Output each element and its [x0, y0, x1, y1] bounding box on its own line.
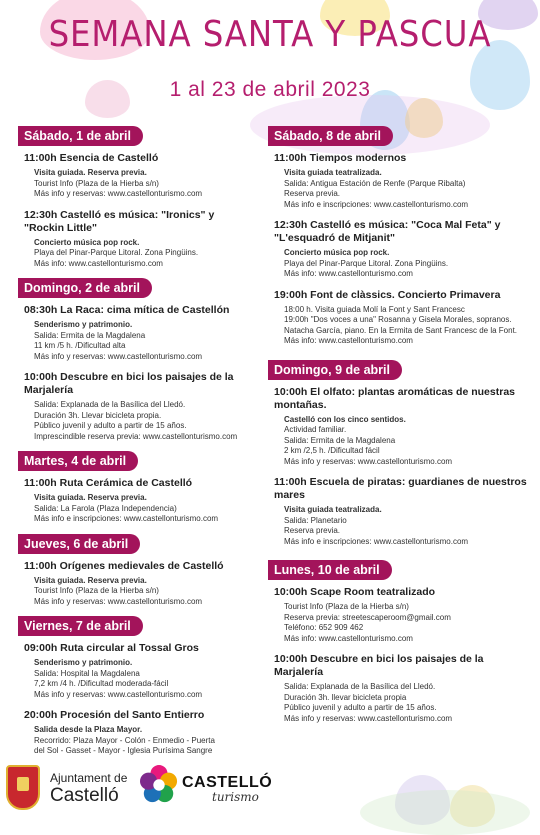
day-block [18, 451, 256, 525]
event-detail: 19:00h "Dos voces a una" Rosanna y Gisela Morales, sopranos. [284, 315, 512, 324]
event-detail: Imprescindible reserva previa: www.castellonturismo.com [34, 431, 238, 441]
event-detail: Público juvenil y adulto a partir de 15 años. [34, 421, 187, 430]
event-item [274, 219, 532, 280]
event-detail: Salida: Planetario [284, 515, 347, 525]
spacer [268, 733, 532, 737]
event-detail: Playa del Pinar-Parque Litoral. Zona Pingüins. [34, 248, 199, 257]
day-block [268, 560, 532, 737]
event-detail: Salida: La Farola (Plaza Independencia) [34, 503, 177, 513]
event-title: 08:30h La Raca: cima mítica de Castellón [24, 304, 230, 316]
event-detail: Reserva previa. [284, 526, 341, 535]
coat-of-arms-icon [6, 765, 40, 810]
event-title: 10:00h Scape Room teatralizado [274, 586, 436, 598]
event-item [24, 371, 256, 442]
event-detail: Público juvenil y adulto a partir de 15 años. [284, 703, 437, 712]
event-detail: Reserva previa. [284, 189, 341, 198]
event-detail: Duración 3h. llevar bicicleta propia [284, 692, 407, 702]
event-item [274, 289, 532, 347]
event-detail: Más info y reservas: www.castellonturismo.com [284, 456, 453, 466]
event-detail: Salida: Explanada de la Basílica del Lledó. [284, 682, 436, 691]
event-detail: Teléfono: 652 909 462 [284, 623, 364, 632]
event-detail: Reserva previa: streetescaperoom@gmail.com [284, 612, 451, 622]
event-title: 11:00h Orígenes medievales de Castelló [24, 559, 224, 572]
event-detail: 18:00 h. Visita guiada Molí la Font y Sant Francesc [284, 304, 465, 314]
event-item [24, 709, 256, 757]
day-header: Lunes, 10 de abril [268, 560, 392, 580]
event-title: 11:00h Ruta Cerámica de Castelló [24, 477, 193, 489]
event-item [24, 209, 256, 270]
day-header: Domingo, 9 de abril [268, 360, 402, 380]
event-detail: Castelló con los cinco sentidos. [284, 414, 406, 424]
event-detail: Más info e inscripciones: www.castellonturismo.com [284, 199, 469, 209]
event-detail: Concierto música pop rock. [284, 248, 390, 257]
day-header: Martes, 4 de abril [18, 451, 138, 471]
event-detail: Salida: Ermita de la Magdalena [284, 435, 396, 445]
day-block [268, 126, 532, 360]
event-detail: Visita guiada. Reserva previa. [34, 575, 147, 585]
event-title: 11:00h Escuela de piratas: guardianes de nuestros mares [274, 476, 527, 501]
event-detail: Salida: Ermita de la Magdalena [34, 330, 146, 340]
castello-label: Castelló [50, 785, 119, 806]
event-detail: 11 km /5 h. /Dificultad alta [34, 341, 126, 350]
event-detail: Natacha García, piano. En la Ermita de Sant Francesc de la Font. [284, 325, 518, 335]
event-title: 19:00h Font de clàssics. Concierto Primavera [274, 288, 501, 301]
flower-logo-icon [140, 764, 178, 806]
castello-turismo-logo [140, 764, 290, 810]
event-detail: Más info: www.castellonturismo.com [284, 269, 413, 278]
event-detail: Concierto música pop rock. [34, 237, 140, 247]
day-header: Domingo, 2 de abril [18, 278, 152, 298]
event-title: 12:30h Castelló es música: "Ironics" y "Rockin Little" [24, 208, 215, 234]
event-detail: Visita guiada. Reserva previa. [34, 493, 147, 502]
event-detail: Más info: www.castellonturismo.com [284, 336, 413, 345]
event-item [24, 304, 256, 362]
event-detail: Más info: www.castellonturismo.com [34, 258, 163, 268]
event-detail: Salida desde la Plaza Mayor. [34, 725, 143, 734]
event-detail: Más info y reservas: www.castellonturismo.com [34, 596, 203, 606]
event-detail: Senderismo y patrimonio. [34, 658, 133, 667]
event-detail: Tourist Info (Plaza de la Hierba s/n) [284, 602, 409, 611]
event-detail: Visita guiada teatralizada. [284, 505, 382, 514]
event-detail: Visita guiada. Reserva previa. [34, 168, 147, 177]
event-item [274, 152, 532, 210]
event-item [274, 476, 532, 547]
event-detail: Recorrido: Plaza Mayor - Colón - Enmedio - Puerta [34, 735, 215, 745]
brand-name: CASTELLÓ [182, 774, 273, 791]
event-title: 12:30h Castelló es música: "Coca Mal Feta" y "L'esquadró de Mitjanit" [274, 219, 501, 244]
event-detail: Más info y reservas: www.castellonturismo.com [34, 351, 203, 361]
event-detail: Más info e inscripciones: www.castellonturismo.com [284, 536, 469, 546]
day-block [18, 616, 256, 757]
brand-subtitle: turismo [212, 790, 259, 804]
event-detail: Visita guiada teatralizada. [284, 168, 382, 177]
event-detail: 2 km /2,5 h. /Dificultad fácil [284, 446, 380, 455]
event-title: 10:00h Descubre en bici los paisajes de la Marjalería [274, 653, 484, 678]
event-item [24, 477, 256, 525]
event-item [274, 586, 532, 644]
page-title: SEMANA SANTA Y PASCUA [48, 14, 492, 55]
event-title: 20:00h Procesión del Santo Entierro [24, 709, 205, 721]
event-detail: Actividad familiar. [284, 425, 347, 434]
day-block [18, 126, 256, 269]
event-item [274, 386, 532, 468]
event-detail: Más info: www.castellonturismo.com [284, 633, 413, 643]
event-detail: Más info y reservas: www.castellonturismo.com [34, 189, 203, 198]
event-item [24, 152, 256, 200]
event-detail: Más info e inscripciones: www.castellonturismo.com [34, 514, 219, 523]
event-detail: Salida: Antigua Estación de Renfe (Parque Ribalta) [284, 178, 466, 188]
day-block [18, 278, 256, 442]
event-detail: Más info y reservas: www.castellonturismo.com [34, 689, 203, 699]
event-detail: Duración 3h. Llevar bicicleta propia. [34, 410, 162, 420]
event-detail: del Sol - Gasset - Mayor - Iglesia Purísima Sangre [34, 746, 213, 755]
left-column [18, 126, 256, 766]
event-title: 10:00h Descubre en bici los paisajes de la Marjalería [24, 371, 234, 396]
event-detail: Salida: Hospital la Magdalena [34, 668, 140, 678]
event-detail: 7,2 km /4 h. /Dificultad moderada-fácil [34, 679, 169, 688]
date-range: 1 al 23 de abril 2023 [169, 78, 371, 101]
event-item [24, 560, 256, 608]
decor-grass [360, 790, 530, 835]
event-detail: Tourist Info (Plaza de la Hierba s/n) [34, 178, 159, 188]
event-detail: Playa del Pinar-Parque Litoral. Zona Pingüins. [284, 258, 449, 268]
event-title: 10:00h El olfato: plantas aromáticas de nuestras montañas. [274, 385, 515, 411]
day-header: Jueves, 6 de abril [18, 534, 140, 554]
ajuntament-logo [6, 765, 134, 810]
event-detail: Senderismo y patrimonio. [34, 320, 133, 329]
event-detail: Más info y reservas: www.castellonturismo.com [284, 713, 453, 723]
day-block [18, 534, 256, 608]
day-header: Sábado, 8 de abril [268, 126, 393, 146]
event-detail: Tourist Info (Plaza de la Hierba s/n) [34, 586, 159, 595]
event-item [24, 642, 256, 700]
ajuntament-label: Ajuntament de [50, 771, 128, 785]
event-title: 11:00h Tiempos modernos [274, 152, 407, 164]
day-header: Sábado, 1 de abril [18, 126, 143, 146]
event-title: 11:00h Esencia de Castelló [24, 152, 159, 164]
event-title: 09:00h Ruta circular al Tossal Gros [24, 642, 199, 654]
event-item [274, 653, 532, 724]
right-column [268, 126, 532, 737]
day-block [268, 360, 532, 561]
event-detail: Salida: Explanada de la Basílica del Lledó. [34, 400, 186, 409]
day-header: Viernes, 7 de abril [18, 616, 143, 636]
